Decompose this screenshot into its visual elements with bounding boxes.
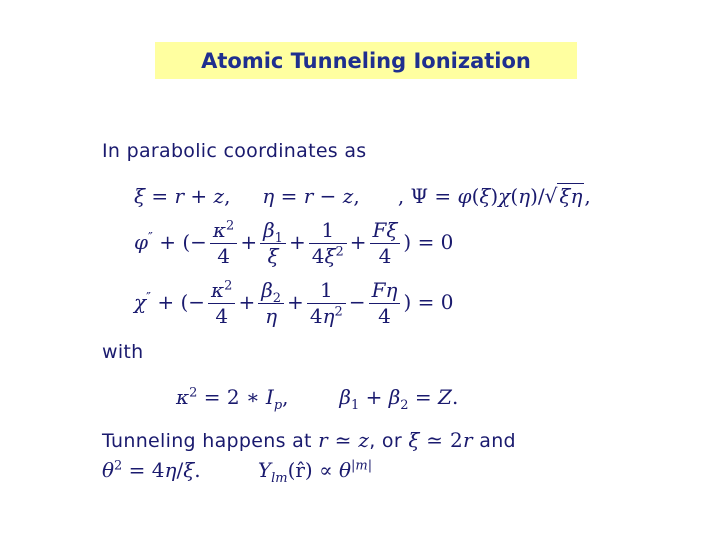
tunnel-condition-1: r ≃ z [318, 428, 370, 452]
slide-title: Atomic Tunneling Ionization [201, 48, 531, 73]
tunneling-text-part3: and [479, 430, 516, 452]
tunneling-sentence [102, 428, 516, 452]
equation-coordinates: ξ = r + z, η = r − z, , Ψ = φ(ξ)χ(η)/√ ξη , [134, 184, 591, 208]
tunneling-text-part1: Tunneling happens at [102, 430, 312, 452]
with-text: with [102, 341, 144, 363]
equation-chi: χ″ + (− $\frac{\kappa^2}{4}$ + $\frac{\beta_2}{\eta}$ + $\frac{1}{4\eta^2}$ − $\frac{F\eta}{4}$ ) = 0 [134, 278, 454, 328]
title-banner [155, 42, 577, 79]
tunneling-text-part2: , or [369, 430, 402, 452]
equation-relations: $\kappa^2 = 2$ ∗ $I_p$, $\beta_1 + \beta_2 = Z$. [176, 385, 459, 413]
intro-text: In parabolic coordinates as [102, 140, 367, 162]
equation-theta: $\theta^2 = 4\eta/\xi$. $Y_{lm}(r̂) \propto \theta^{|m|}$ [102, 458, 373, 486]
tunnel-condition-2: ξ ≃ 2r [408, 428, 473, 452]
equation-phi: φ″ + (− $\frac{\kappa^2}{4}$ + $\frac{\beta_1}{\xi}$ + $\frac{1}{4\xi^2}$ + $\frac{F\xi}{4}$ ) = 0 [134, 218, 454, 268]
